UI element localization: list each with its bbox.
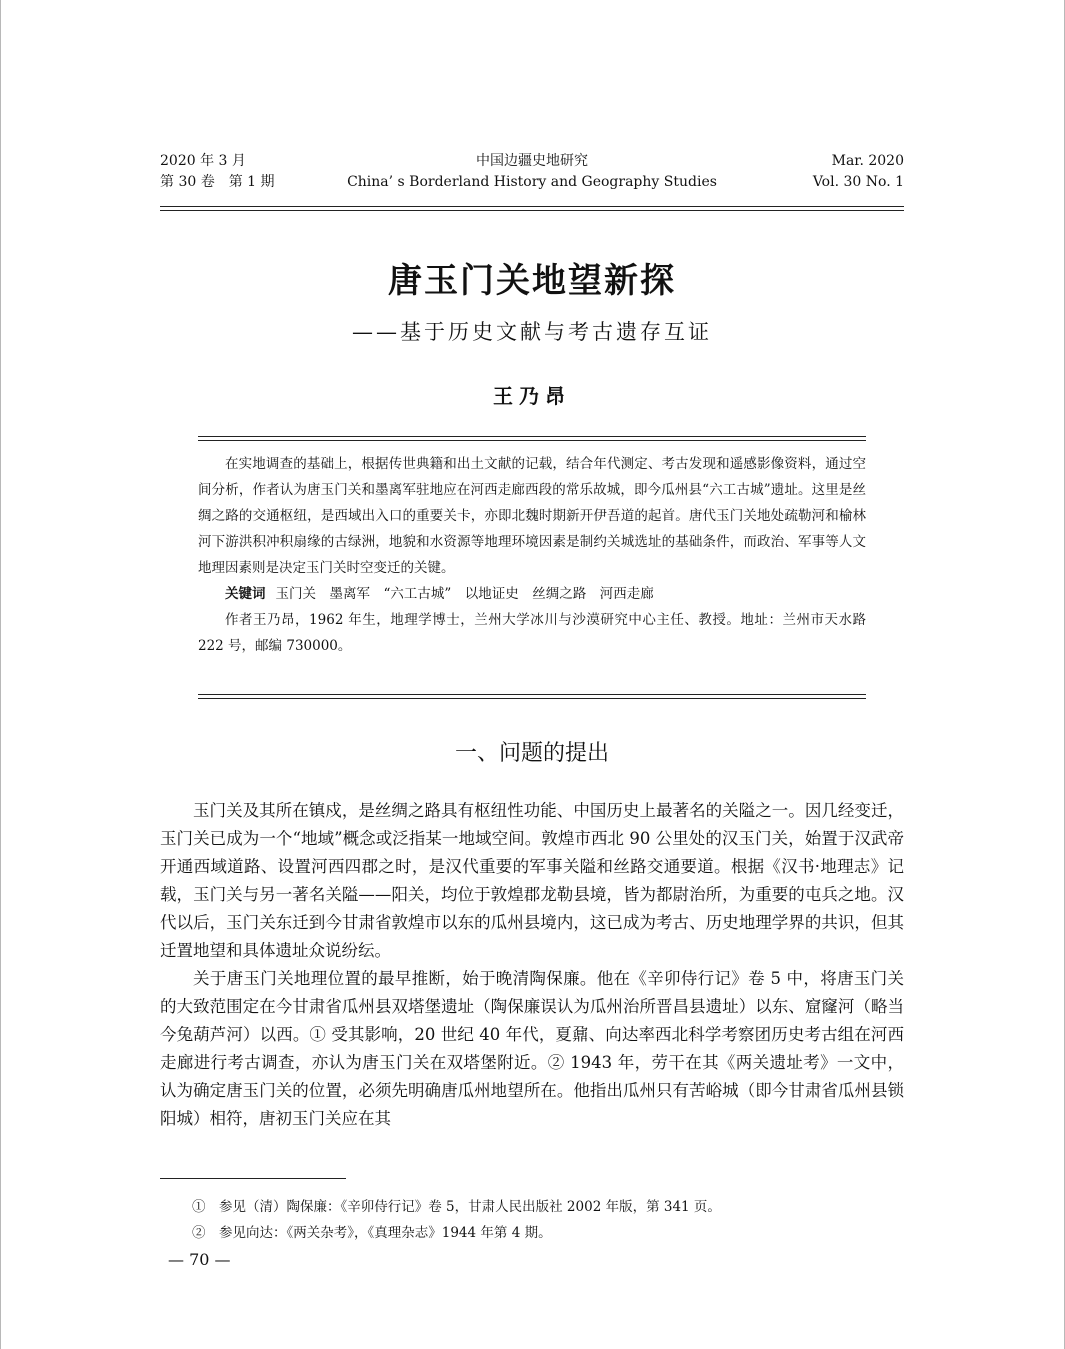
keywords-label: 关键词	[225, 586, 266, 602]
body-text	[160, 797, 904, 1133]
header-issue-en: Vol. 30 No. 1	[812, 174, 904, 190]
header-issue-cn: 第 30 卷 第 1 期	[160, 174, 275, 190]
header-date-cn: 2020 年 3 月	[160, 153, 246, 169]
abstract-rule-bottom-thick	[198, 698, 866, 699]
footnote-2: ② 参见向达：《两关杂考》，《真理杂志》1944 年第 4 期。	[192, 1225, 552, 1241]
page-number: — 70 —	[168, 1250, 231, 1269]
header-rule-thin	[160, 210, 904, 211]
abstract-block	[198, 451, 866, 659]
header-journal-en: China’ s Borderland History and Geography Studies	[347, 174, 717, 190]
footnotes	[160, 1194, 904, 1246]
header-right	[813, 151, 904, 193]
author-info: 作者王乃昂，1962 年生，地理学博士，兰州大学冰川与沙漠研究中心主任、教授。地址：兰州市天水路 222 号，邮编 730000。	[198, 612, 866, 654]
page-edge-left	[0, 0, 1, 1349]
running-header	[160, 151, 904, 195]
article-subtitle: ——基于历史文献与考古遗存互证	[352, 320, 712, 344]
abstract-text: 在实地调查的基础上，根据传世典籍和出土文献的记载，结合年代测定、考古发现和遥感影像资料，通过空间分析，作者认为唐玉门关和墨离军驻地应在河西走廊西段的常乐故城，即今瓜州县“六工古城”遗址。这里是丝绸之路的交通枢纽，是西域出入口的重要关卡，亦即北魏时期新开伊吾道的起首。唐代玉门关地处疏勒河和榆林河下游洪积冲积扇缘的古绿洲，地貌和水资源等地理环境因素是制约关城选址的基础条件，而政治、军事等人文地理因素则是决定玉门关时空变迁的关键。	[198, 456, 866, 576]
header-date-en: Mar. 2020	[831, 153, 904, 169]
keywords-list: 玉门关 墨离军 “六工古城” 以地证史 丝绸之路 河西走廊	[275, 586, 654, 602]
body-paragraph-1: 玉门关及其所在镇戍，是丝绸之路具有枢纽性功能、中国历史上最著名的关隘之一。因几经变迁，玉门关已成为一个“地域”概念或泛指某一地域空间。敦煌市西北 90 公里处的汉玉门关，始置于汉武帝开通西域道路、设置河西四郡之时，是汉代重要的军事关隘和丝路交通要道。根据《汉书·地理志》记载，玉门关与另一著名关隘——阳关，均位于敦煌郡龙勒县境，皆为都尉治所，为重要的屯兵之地。汉代以后，玉门关东迁到今甘肃省敦煌市以东的瓜州县境内，这已成为考古、历史地理学界的共识，但其迁置地望和具体遗址众说纷纭。	[160, 801, 904, 960]
body-paragraph-2: 关于唐玉门关地理位置的最早推断，始于晚清陶保廉。他在《辛卯侍行记》卷 5 中，将唐玉门关的大致范围定在今甘肃省瓜州县双塔堡遗址（陶保廉误认为瓜州治所晋昌县遗址）以东、窟窿河（略当今兔葫芦河）以西。① 受其影响，20 世纪 40 年代，夏鼐、向达率西北科学考察团历史考古组在河西走廊进行考古调查，亦认为唐玉门关在双塔堡附近。② 1943 年，劳干在其《两关遗址考》一文中，认为确定唐玉门关的位置，必须先明确唐瓜州地望所在。他指出瓜州只有苦峪城（即今甘肃省瓜州县锁阳城）相符，唐初玉门关应在其	[160, 969, 904, 1128]
abstract-rule-top-thin	[198, 440, 866, 441]
article-title: 唐玉门关地望新探	[388, 261, 676, 301]
abstract-rule-bottom-thin	[198, 694, 866, 695]
abstract-rule-top-thick	[198, 436, 866, 437]
keywords-line	[198, 581, 866, 607]
header-center	[160, 151, 904, 193]
footnote-1: ① 参见（清）陶保廉：《辛卯侍行记》卷 5，甘肃人民出版社 2002 年版，第 341 页。	[192, 1199, 721, 1215]
article-author: 王乃昂	[493, 384, 571, 408]
header-rule-thick	[160, 206, 904, 207]
footnote-rule	[160, 1178, 346, 1179]
section-heading: 一、问题的提出	[454, 741, 609, 766]
header-journal-cn: 中国边疆史地研究	[476, 153, 588, 169]
